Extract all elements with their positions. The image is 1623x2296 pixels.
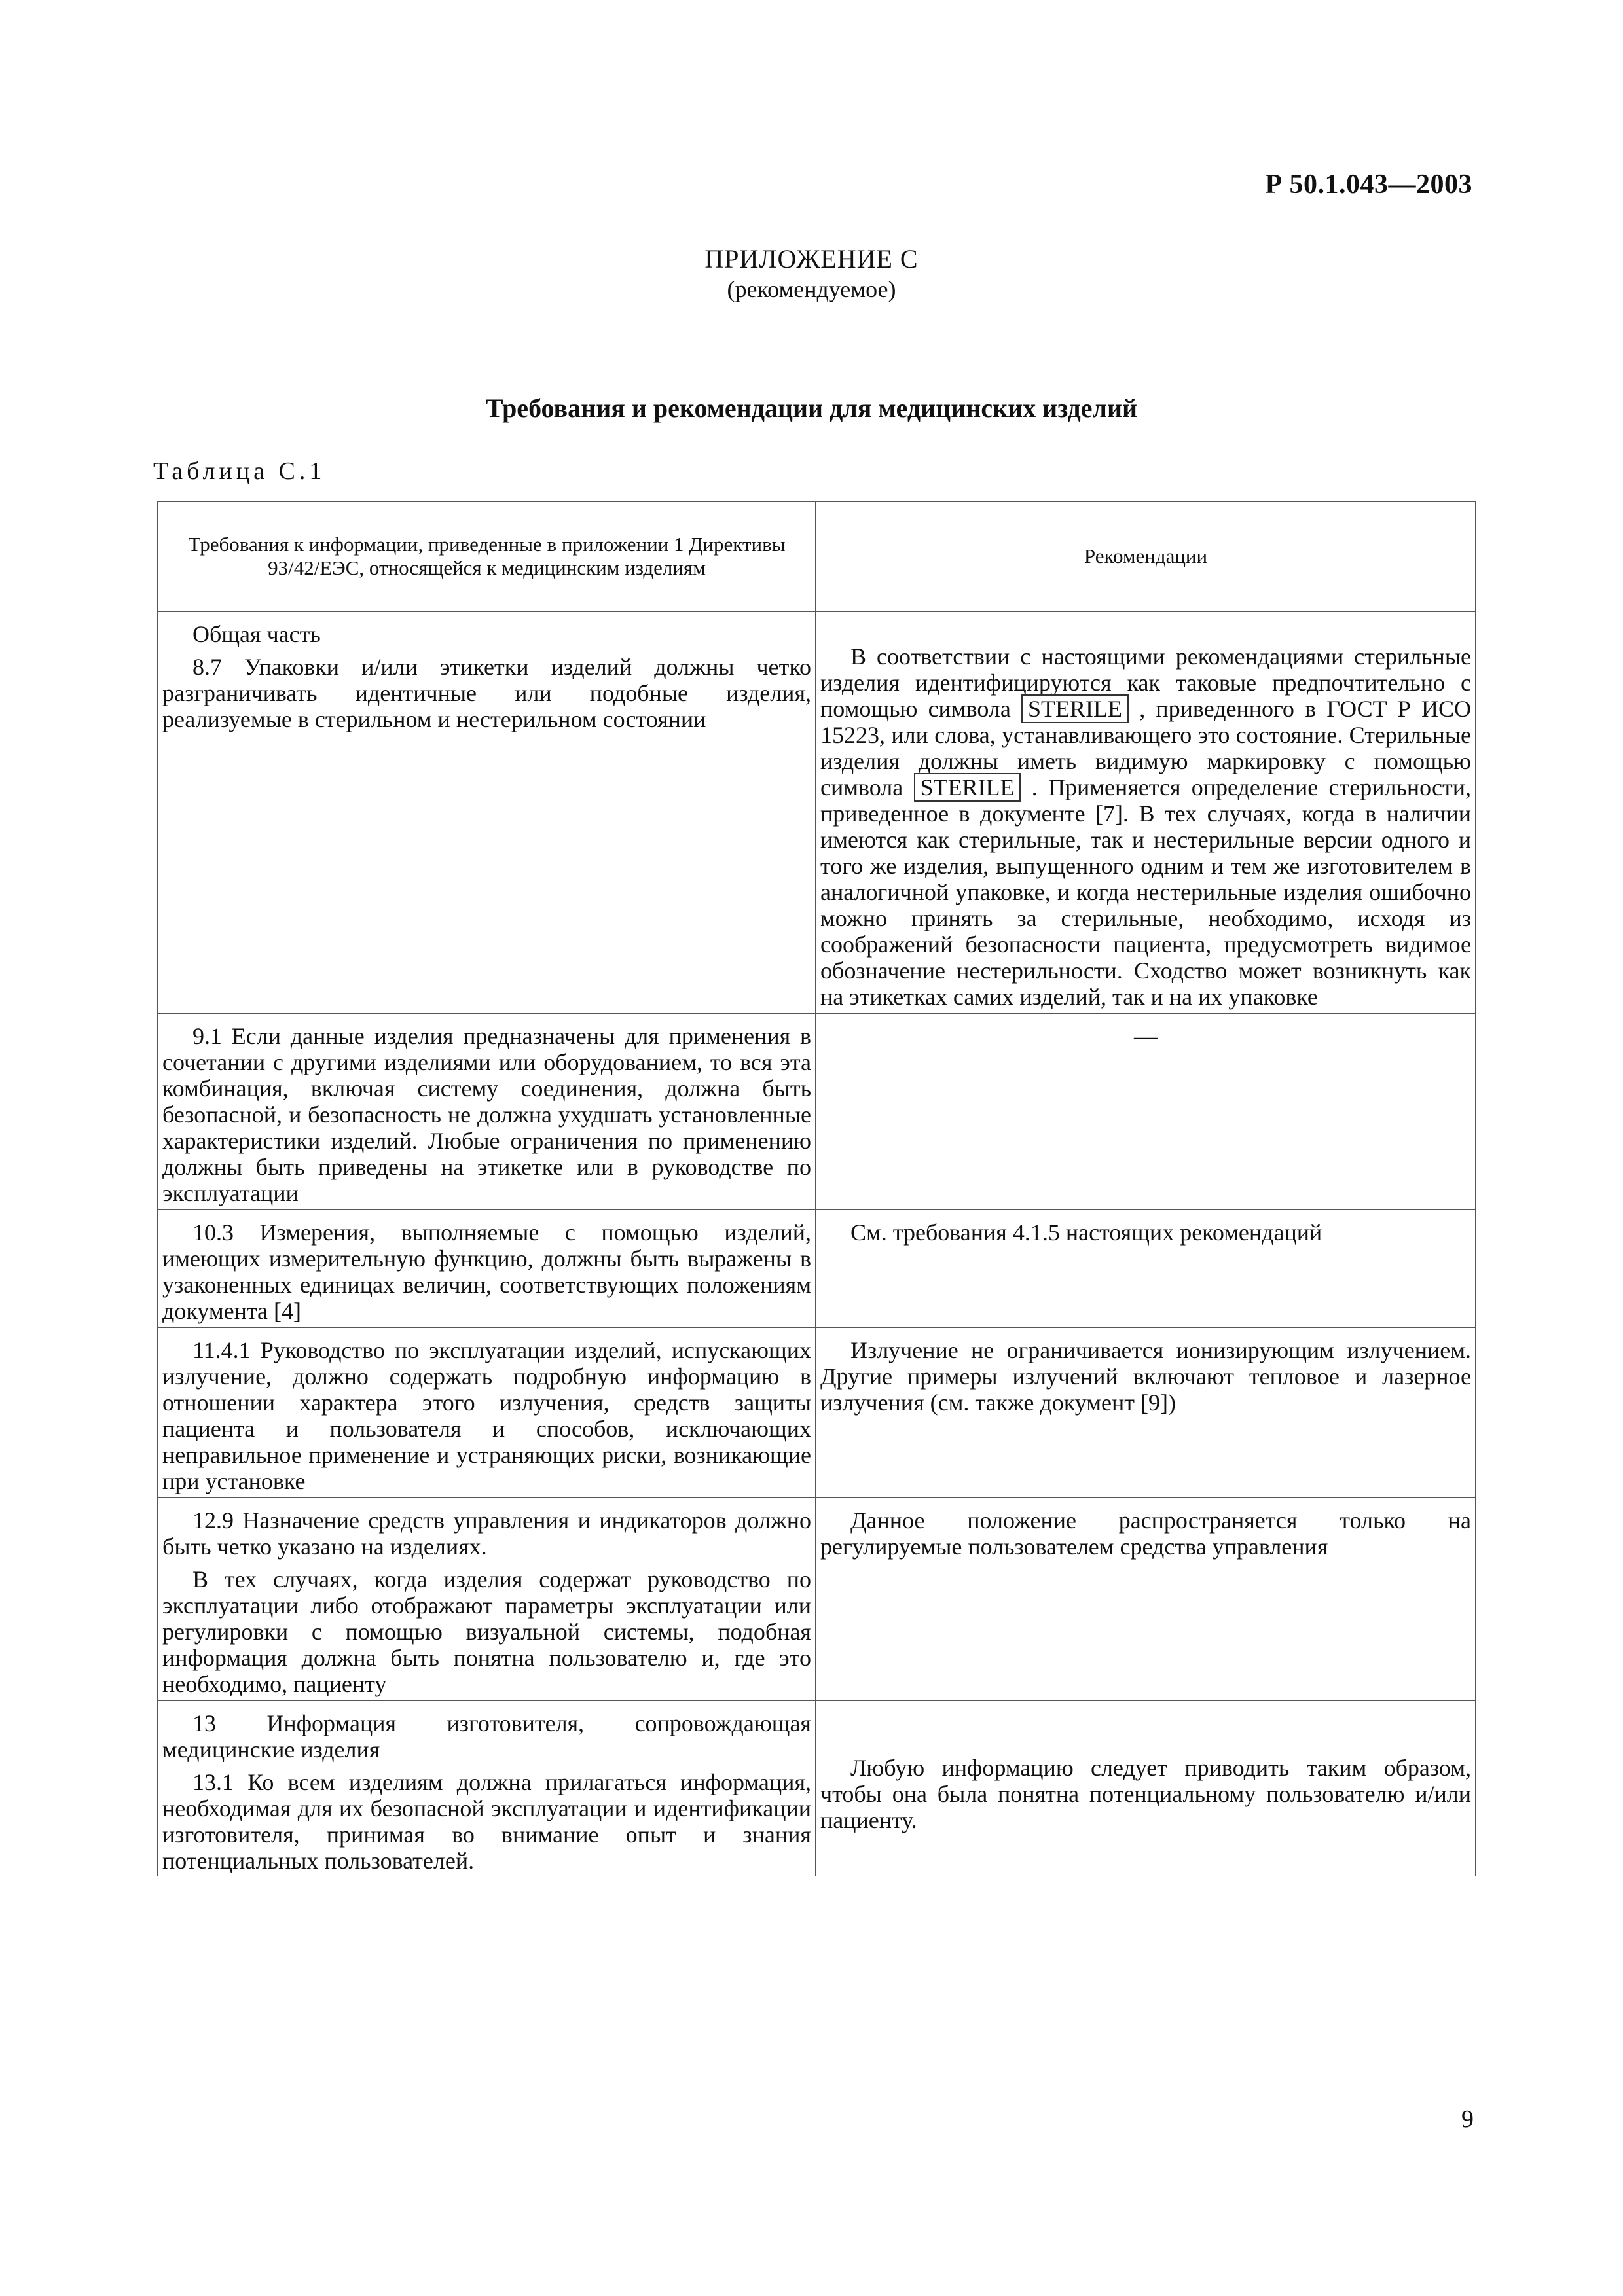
document-code: Р 50.1.043—2003 (1265, 170, 1472, 200)
requirements-table (157, 501, 1476, 1876)
recommendation-cell (816, 1013, 1476, 1210)
page-title: Требования и рекомендации для медицинских изделий (485, 393, 1138, 423)
requirement-text: 13.1 Ко всем изделиям должна прилагаться информация, необходимая для их безопасной эксплуатации и идентификации изготовителя, принимая во внимание опыт и знания потенциальных пользователей. (162, 1769, 811, 1874)
recommendation-text: Любую информацию следует приводить таким образом, чтобы она была понятна потенциальному пользователю и/или пациенту. (820, 1755, 1471, 1833)
column-header-recommendations: Рекомендации (816, 501, 1476, 611)
table-row (158, 611, 1476, 1013)
recommendation-text (820, 643, 1471, 1010)
table-row (158, 1327, 1476, 1498)
requirement-text: 8.7 Упаковки и/или этикетки изделий должны четко разграничивать идентичные или подобные изделия, реализуемые в стерильном и нестерильном состоянии (162, 654, 811, 732)
recommendation-dash: — (1134, 1023, 1158, 1049)
recommendation-text-part: В соответствии с настоящими рекомендациями стерильные изделия идентифицируются как таковые предпочтительно с помощью символа (820, 643, 1471, 722)
requirement-cell (158, 1327, 816, 1498)
requirement-cell (158, 1210, 816, 1327)
recommendation-text-part: . Применяется определение стерильности, приведенное в документе [7]. В тех случаях, когда в наличии имеются как стерильные, так и нестерильные версии одного и того же изделия, выпущенного одним и тем же изготовителем в аналогичной упаковке, и когда нестерильные изделия ошибочно можно принять за стерильные, необходимо, исходя из соображений безопасности пациента, предусмотреть видимое обозначение нестерильности. Сходство может возникнуть как на этикетках самих изделий, так и на их упаковке (820, 774, 1472, 1010)
page-number: 9 (1461, 2106, 1474, 2133)
recommendation-text: Данное положение распространяется только на регулируемые пользователем средства управления (820, 1507, 1471, 1560)
column-header-requirements: Требования к информации, приведенные в приложении 1 Директивы 93/42/ЕЭС, относящейся к медицинским изделиям (158, 501, 816, 611)
requirement-cell (158, 1700, 816, 1876)
requirement-text: 10.3 Измерения, выполняемые с помощью изделий, имеющих измерительную функцию, должны быть выражены в узаконенных единицах величин, соответствующих положениям документа [4] (162, 1219, 811, 1324)
table-row (158, 1700, 1476, 1876)
recommendation-cell (816, 611, 1476, 1013)
requirement-cell (158, 1013, 816, 1210)
recommendation-text: См. требования 4.1.5 настоящих рекомендаций (850, 1219, 1322, 1246)
table-label: Таблица С.1 (153, 457, 326, 485)
requirement-text: В тех случаях, когда изделия содержат руководство по эксплуатации либо отображают параметры эксплуатации или регулировки с помощью визуальной системы, подобная информация должна быть понятна пользователю и, где это необходимо, пациенту (162, 1566, 811, 1697)
appendix-subtitle: (рекомендуемое) (727, 276, 896, 302)
sterile-symbol: STERILE (1021, 694, 1129, 723)
sterile-symbol: STERILE (914, 773, 1021, 802)
recommendation-cell (816, 1498, 1476, 1700)
table-row (158, 1013, 1476, 1210)
requirement-text: 9.1 Если данные изделия предназначены для применения в сочетании с другими изделиями или оборудованием, то вся эта комбинация, включая систему соединения, должна быть безопасной, и безопасность не должна ухудшать установленные характеристики изделий. Любые ограничения по применению должны быть приведены на этикетке или в руководстве по эксплуатации (162, 1023, 811, 1206)
recommendation-text-part: , приведенного в ГОСТ Р ИСО 15223, или слова, устанавливающего это состояние. Стерильные изделия должны иметь видимую маркировку с помощью символа (820, 696, 1472, 800)
requirement-text: 12.9 Назначение средств управления и индикаторов должно быть четко указано на изделиях. (162, 1507, 811, 1560)
recommendation-text: Излучение не ограничивается ионизирующим излучением. Другие примеры излучений включают тепловое и лазерное излучения (см. также документ [9]) (820, 1337, 1471, 1416)
appendix-heading (0, 243, 1623, 303)
table-row (158, 1498, 1476, 1700)
requirement-cell (158, 1498, 816, 1700)
recommendation-cell (816, 1700, 1476, 1876)
recommendation-cell (816, 1327, 1476, 1498)
appendix-title: ПРИЛОЖЕНИЕ С (704, 244, 919, 274)
table-header-row (158, 501, 1476, 611)
requirement-text: 11.4.1 Руководство по эксплуатации изделий, испускающих излучение, должно содержать подробную информацию в отношении характера этого излучения, средств защиты пациента и пользователя и способов, исключающих неправильное применение и устраняющих риски, возникающие при установке (162, 1337, 811, 1494)
section-heading: 13 Информация изготовителя, сопровождающая медицинские изделия (162, 1710, 811, 1763)
table-row (158, 1210, 1476, 1327)
recommendation-cell (816, 1210, 1476, 1327)
requirement-cell (158, 611, 816, 1013)
section-heading: Общая часть (192, 621, 321, 647)
